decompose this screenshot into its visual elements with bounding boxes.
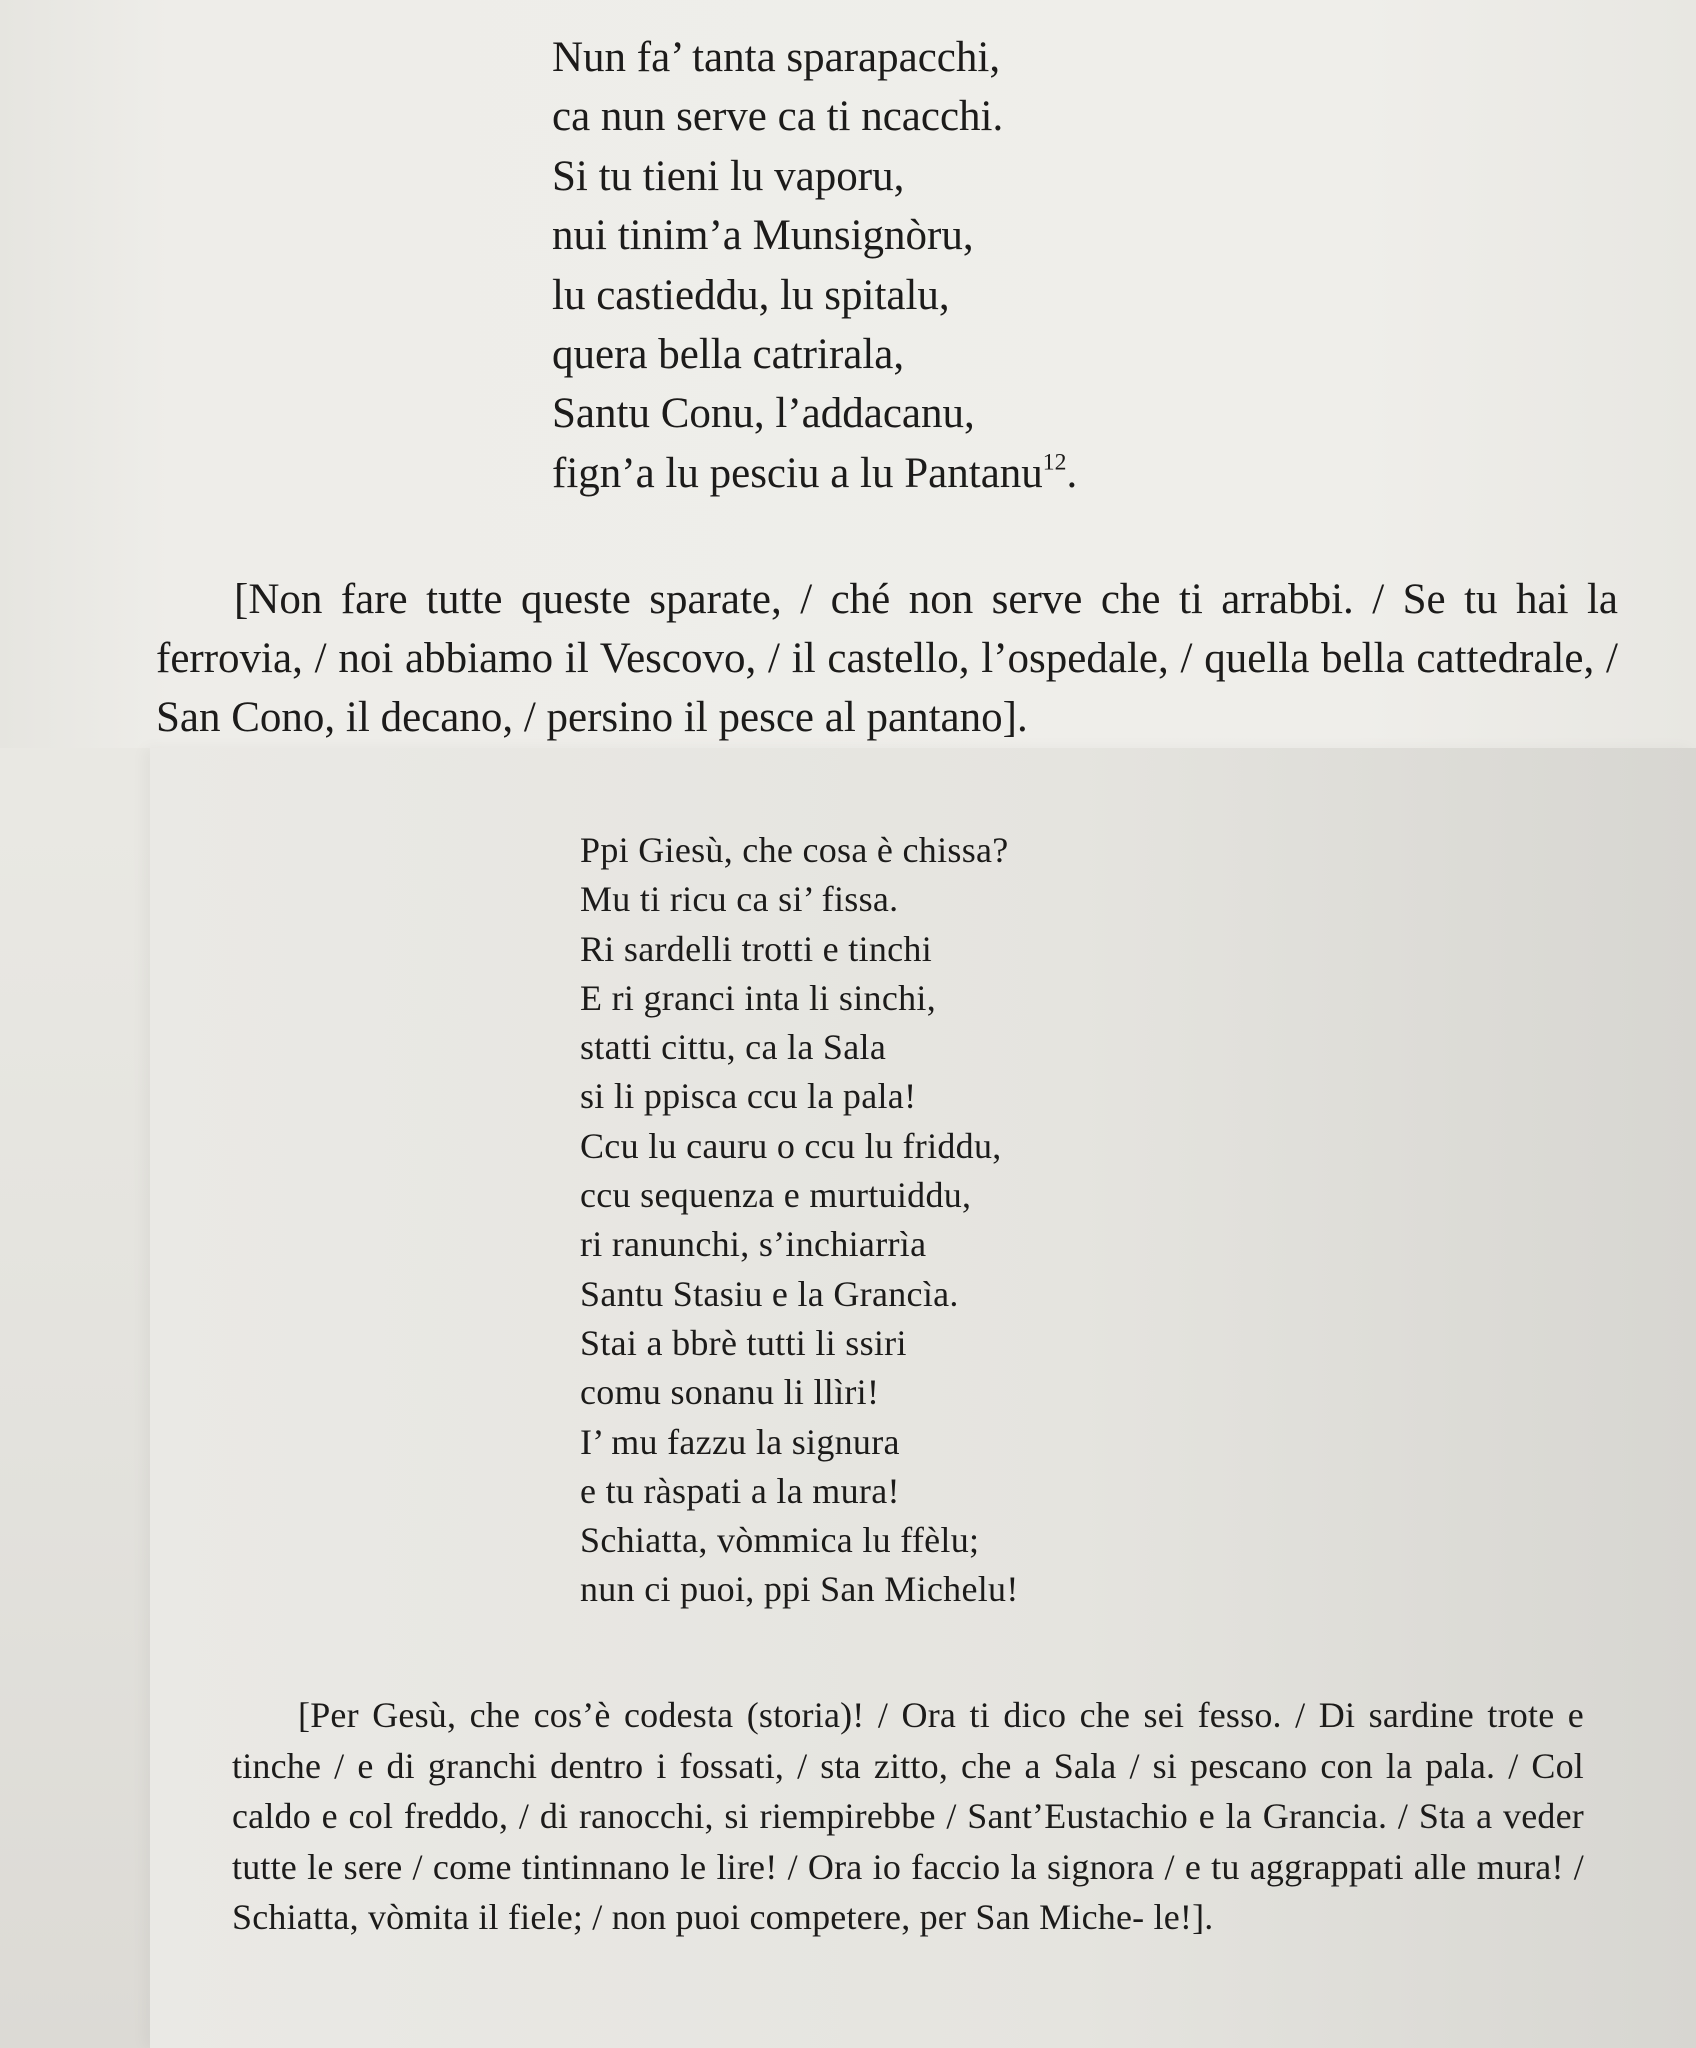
italian-translation-2: [Per Gesù, che cos’è codesta (storia)! / Ora ti dico che sei fesso. / Di sardine trote e tinche / e di granchi dentro i fossati, / sta zitto, che a Sala / si pescano con la pala. / Col caldo e col freddo, / di ranocchi, si riempirebbe / Sant’Eustachio e la Grancia. / Sta a veder tutte le sere / come tintinnano le lire! / Ora io faccio la signora / e tu aggrappati alle mura! / Schiatta, vòmita il fiele; / non puoi competere, per San Miche- le!]. xyxy=(232,1695,1584,1937)
line-end-punctuation: . xyxy=(1066,449,1078,497)
poem-line: comu sonanu li llìri! xyxy=(580,1372,880,1413)
poem-line: E ri granci inta li sinchi, xyxy=(580,977,937,1018)
poem-line: e tu ràspati a la mura! xyxy=(580,1470,900,1511)
poem-line: Stai a bbrè tutti li ssiri xyxy=(580,1322,907,1363)
poem-line-last xyxy=(552,444,1077,503)
poem-line: ccu sequenza e murtuiddu, xyxy=(580,1175,972,1216)
poem-line: Santu Stasiu e la Grancìa. xyxy=(580,1273,959,1314)
poem-line: nun ci puoi, ppi San Michelu! xyxy=(580,1569,1019,1610)
poem-line: Ccu lu cauru o ccu lu friddu, xyxy=(580,1125,1002,1166)
poem-line: si li ppisca ccu la pala! xyxy=(580,1076,917,1117)
footnote-reference[interactable]: 12 xyxy=(1042,449,1067,476)
poem-line: ri ranunchi, s’inchiarrìa xyxy=(580,1224,927,1265)
poem-line: nui tinim’a Munsignòru, xyxy=(552,212,974,260)
poem-line: statti cittu, ca la Sala xyxy=(580,1027,887,1068)
poem-line: Mu ti ricu ca si’ fissa. xyxy=(580,879,899,920)
poem-line-text: fign’a lu pesciu a lu Pantanu xyxy=(552,449,1043,497)
poem-line: Ri sardelli trotti e tinchi xyxy=(580,928,933,969)
poem-line: Nun fa’ tanta sparapacchi, xyxy=(552,34,1001,81)
poem-line: Schiatta, vòmmica lu ffèlu; xyxy=(580,1520,980,1561)
poem-line: ca nun serve ca ti ncacchi. xyxy=(552,93,1004,141)
poem-line: Santu Conu, l’addacanu, xyxy=(552,390,975,438)
italian-translation-1: [Non fare tutte queste sparate, / ché non serve che ti arrabbi. / Se tu hai la ferrovia, / noi abbiamo il Vescovo, / il castello, l’ospedale, / quella bella cattedrale, / San Cono, il decano, / persino il pesce al pantano]. xyxy=(156,576,1618,741)
dialect-poem-stanza-1 xyxy=(552,28,1077,503)
poem-line: Si tu tieni lu vaporu, xyxy=(552,152,905,200)
poem-line: I’ mu fazzu la signura xyxy=(580,1421,900,1462)
dialect-poem-stanza-2 xyxy=(580,826,1019,1615)
poem-line: quera bella catrirala, xyxy=(552,331,905,379)
poem-line: Ppi Giesù, che cosa è chissa? xyxy=(580,830,1009,870)
poem-line: lu castieddu, lu spitalu, xyxy=(552,271,950,319)
